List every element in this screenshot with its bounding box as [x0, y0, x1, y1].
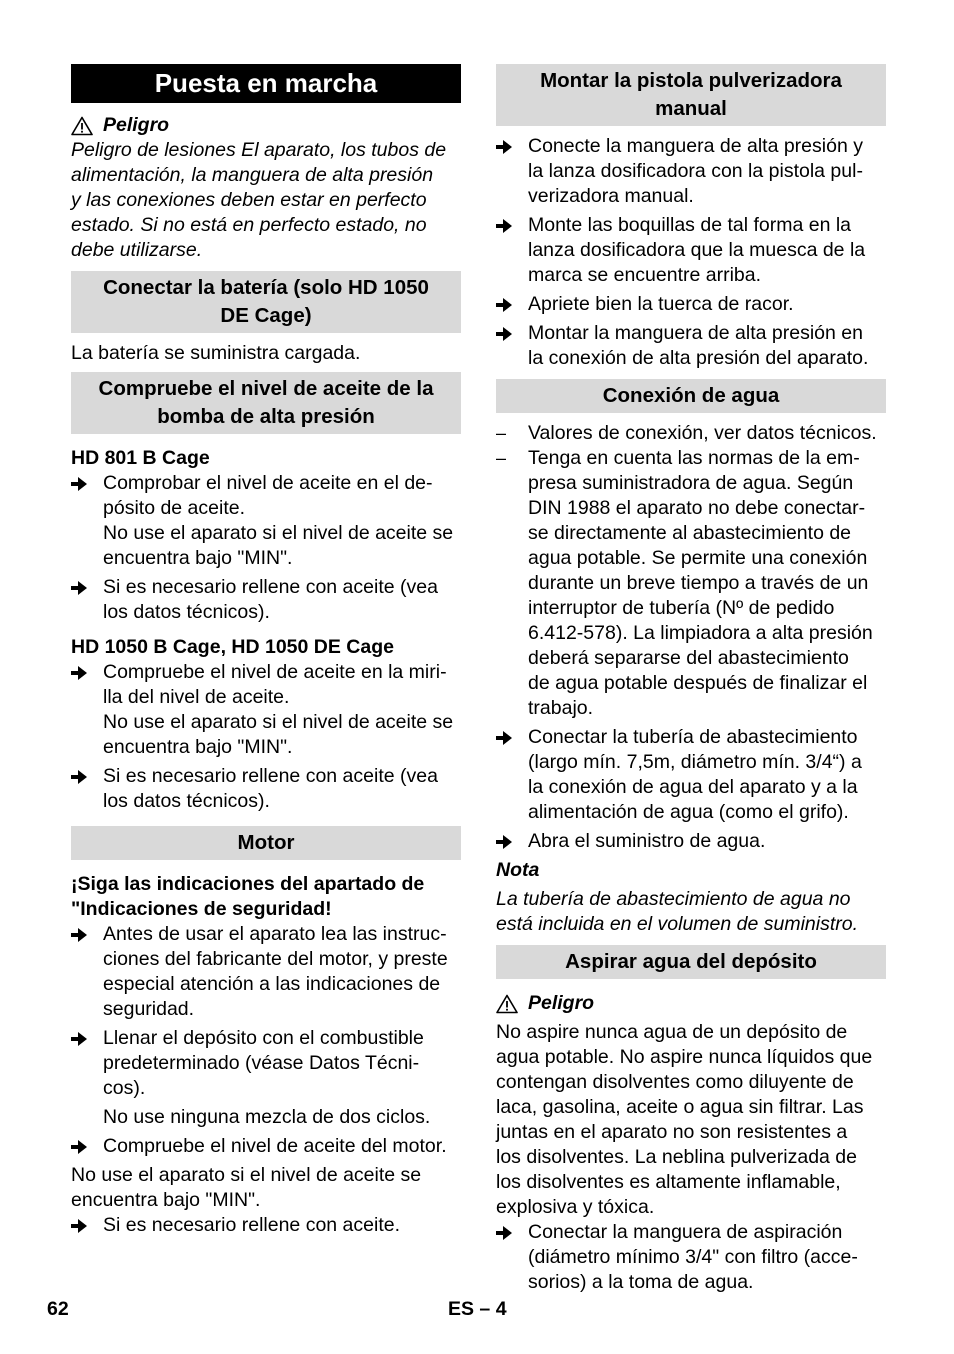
danger-line: y las conexiones deben estar en perfecto	[71, 189, 427, 211]
section-title-puesta-en-marcha: Puesta en marcha	[71, 64, 461, 103]
step-note: No use el aparato si el nivel de aceite se encuentra bajo "MIN".	[103, 711, 454, 758]
step-item: Montar la manguera de alta presión en la conexión de alta presión del aparato.	[496, 321, 886, 371]
danger-line: Peligro de lesiones El aparato, los tubos de	[71, 139, 447, 161]
heading-spray-gun: Montar la pistola pulverizadora manual	[496, 64, 886, 126]
heading-water-connection: Conexión de agua	[496, 379, 886, 413]
arrow-right-icon	[496, 1226, 512, 1240]
note-text: La tubería de abastecimiento de agua no	[496, 888, 851, 910]
subheading-hd801: HD 801 B Cage	[71, 447, 210, 469]
step-item: Si es necesario rellene con aceite (vea los datos técnicos).	[71, 764, 461, 814]
danger-label: Peligro	[496, 991, 886, 1016]
safety-instruction: ¡Siga las indicaciones del apartado de	[71, 873, 425, 895]
dash-item: – Valores de conexión, ver datos técnicos.	[496, 422, 877, 444]
step-item: Apriete bien la tuerca de racor.	[496, 292, 886, 317]
step-item: Conectar la manguera de aspiración (diámetro mínimo 3/4" con filtro (acce- sorios) a la toma de agua.	[496, 1220, 886, 1295]
step-item: Antes de usar el aparato lea las instruc- ciones del fabricante del motor, y preste especial atención a las indicaciones de seguridad.	[71, 922, 461, 1022]
battery-text: La batería se suministra cargada.	[71, 342, 361, 364]
heading-oil-level: Compruebe el nivel de aceite de la bomba de alta presión	[71, 372, 461, 434]
danger-line: estado. Si no está en perfecto estado, no	[71, 214, 427, 236]
page-section-label: ES – 4	[448, 1298, 507, 1320]
warning-icon	[496, 994, 518, 1014]
arrow-right-icon	[496, 298, 512, 312]
arrow-right-icon	[71, 581, 87, 595]
note-text: está incluida en el volumen de suministro.	[496, 913, 859, 935]
danger-label: Peligro	[71, 113, 461, 138]
arrow-right-icon	[496, 140, 512, 154]
step-item: Si es necesario rellene con aceite (vea los datos técnicos).	[71, 575, 461, 625]
subheading-hd1050: HD 1050 B Cage, HD 1050 DE Cage	[71, 636, 394, 658]
step-item: Conecte la manguera de alta presión y la lanza dosificadora con la pistola pul- verizadora manual.	[496, 134, 886, 209]
step-item: Monte las boquillas de tal forma en la lanza dosificadora que la muesca de la marca se encuentre arriba.	[496, 213, 886, 288]
dash-item: – Tenga en cuenta las normas de la em- presa suministradora de agua. Según DIN 1988 el aparato no debe conectar- se directamente al abastecimiento de agua potable. Se permite una conexión durante un breve tiempo a través de un interruptor de tubería (Nº de pedido 6.412-578). La limpiadora a alta presión deberá separarse del abastecimiento de agua potable después de finalizar el trabajo.	[496, 447, 873, 719]
arrow-right-icon	[71, 1140, 87, 1154]
danger-line: debe utilizarse.	[71, 239, 203, 261]
right-column	[496, 64, 886, 1295]
arrow-right-icon	[71, 770, 87, 784]
arrow-right-icon	[496, 219, 512, 233]
step-item: Conectar la tubería de abastecimiento (largo mín. 7,5m, diámetro mín. 3/4“) a la conexión de agua del aparato y a la alimentación de agua (como el grifo).	[496, 725, 886, 825]
step-note: No use ninguna mezcla de dos ciclos.	[103, 1106, 431, 1128]
arrow-right-icon	[71, 928, 87, 942]
left-column	[71, 64, 461, 1238]
arrow-right-icon	[496, 327, 512, 341]
step-item: Abra el suministro de agua.	[496, 829, 886, 854]
dash-marker: –	[496, 448, 507, 468]
arrow-right-icon	[71, 1032, 87, 1046]
page-number: 62	[47, 1298, 69, 1320]
tank-warning-text: No aspire nunca agua de un depósito de agua potable. No aspire nunca líquidos que contengan disolventes como diluyente de laca, gasolina, aceite o agua sin filtrar. Las juntas en el aparato no son resistentes a los disolventes. La neblina pulverizada de los disolventes es altamente inflamable, explosiva y tóxica.	[496, 1021, 873, 1218]
heading-battery: Conectar la batería (solo HD 1050 DE Cage)	[71, 271, 461, 333]
step-note: No use el aparato si el nivel de aceite se encuentra bajo "MIN".	[103, 522, 454, 569]
step-item: Compruebe el nivel de aceite del motor.	[71, 1134, 461, 1159]
motor-paragraph: encuentra bajo "MIN".	[71, 1189, 261, 1211]
step-item: Comprobar el nivel de aceite en el de- pósito de aceite.	[71, 471, 461, 521]
arrow-right-icon	[71, 666, 87, 680]
note-label: Nota	[496, 859, 540, 881]
danger-line: alimentación, la manguera de alta presión	[71, 164, 434, 186]
arrow-right-icon	[496, 835, 512, 849]
step-item: Compruebe el nivel de aceite en la miri- lla del nivel de aceite.	[71, 660, 461, 710]
step-item: Llenar el depósito con el combustible predeterminado (véase Datos Técni- cos).	[71, 1026, 461, 1101]
dash-marker: –	[496, 423, 507, 443]
arrow-right-icon	[71, 477, 87, 491]
motor-paragraph: No use el aparato si el nivel de aceite se	[71, 1164, 422, 1186]
safety-instruction: "Indicaciones de seguridad!	[71, 898, 332, 920]
arrow-right-icon	[496, 731, 512, 745]
heading-motor: Motor	[71, 826, 461, 860]
warning-icon	[71, 116, 93, 136]
heading-suction-tank: Aspirar agua del depósito	[496, 945, 886, 979]
step-item: Si es necesario rellene con aceite.	[71, 1213, 461, 1238]
arrow-right-icon	[71, 1219, 87, 1233]
